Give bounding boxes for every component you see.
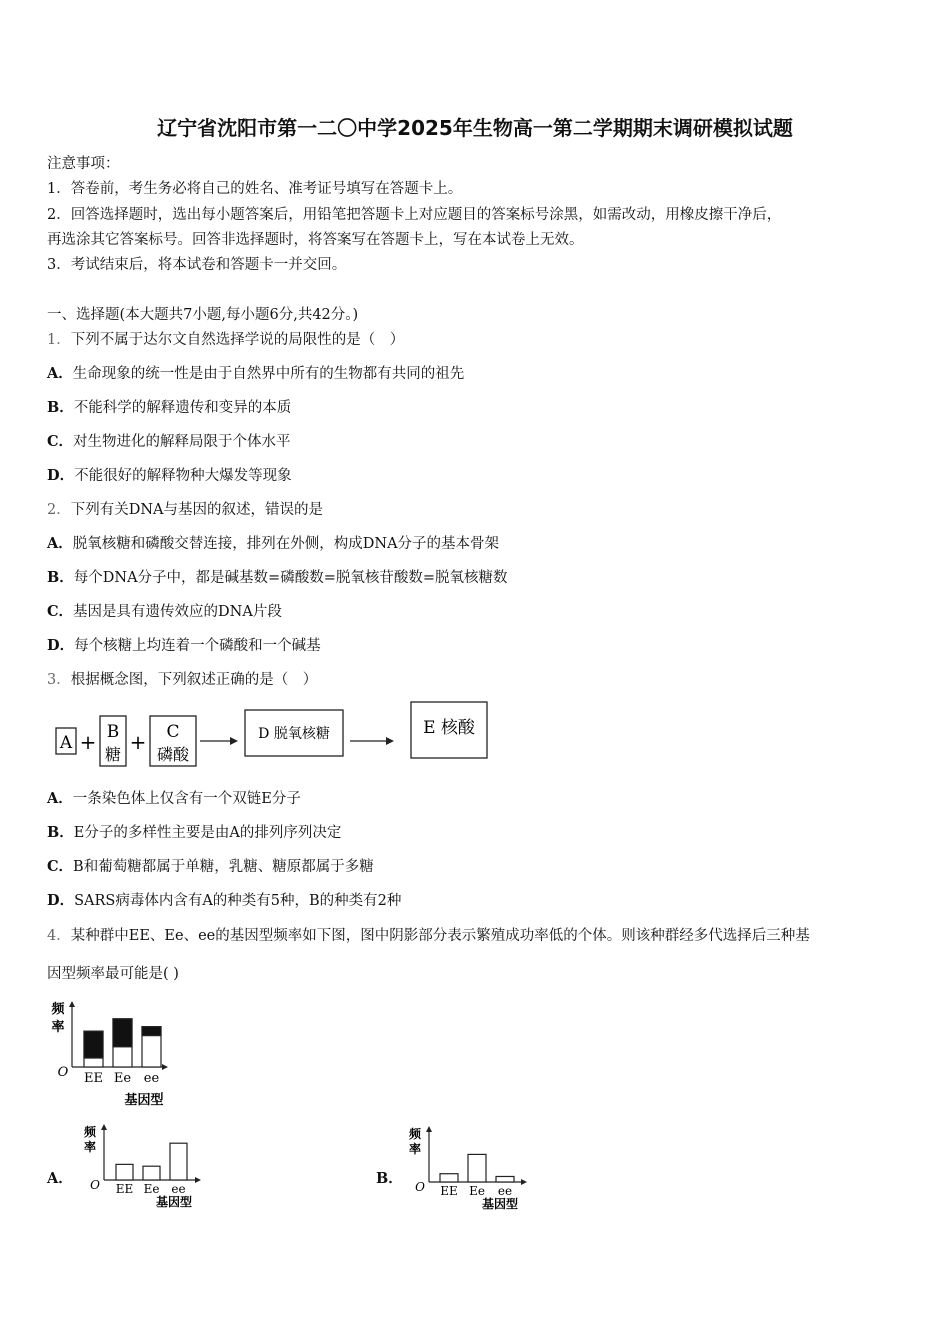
origin-label: O (57, 1065, 69, 1080)
option (47, 396, 291, 417)
question-stem-continued: 因型频率最可能是( ) (47, 966, 179, 982)
notice-item: 再选涂其它答案标号。回答非选择题时，将答案写在答题卡上，写在本试卷上无效。 (47, 232, 584, 248)
y-axis-arrow (101, 1124, 107, 1130)
bar (170, 1143, 187, 1180)
x-axis-arrow (195, 1177, 201, 1183)
option-letter: C． (47, 858, 74, 875)
origin-label: O (90, 1178, 100, 1192)
plus-sign: + (79, 730, 97, 754)
option (47, 634, 321, 655)
x-axis-label: 基因型 (481, 1197, 519, 1211)
option (47, 532, 499, 553)
arrow-head (386, 737, 394, 745)
x-axis-arrow (162, 1064, 168, 1070)
option-text: 每个核糖上均连着一个磷酸和一个碱基 (74, 638, 321, 654)
concept-diagram (50, 698, 500, 770)
tick-label: Ee (113, 1071, 132, 1086)
question-2 (47, 498, 323, 519)
question-4 (47, 924, 810, 945)
option-b-label: B． (376, 1170, 403, 1187)
box-e-label: E 核酸 (423, 718, 475, 738)
arrow-head (230, 737, 238, 745)
option-letter: B． (47, 824, 74, 841)
option-letter: B． (47, 569, 74, 586)
option-text: 一条染色体上仅含有一个双链E分子 (72, 791, 301, 807)
option-text: 不能很好的解释物种大爆发等现象 (74, 468, 292, 484)
option-b-chart (405, 1124, 530, 1214)
option (47, 855, 374, 876)
y-axis-label: 率 (84, 1140, 97, 1154)
question-3 (47, 668, 317, 689)
option-text: 生命现象的统一性是由于自然界中所有的生物都有共同的祖先 (72, 366, 465, 382)
option-letter: A． (47, 790, 73, 807)
notice-item: 1．答卷前，考生务必将自己的姓名、准考证号填写在答题卡上。 (47, 181, 463, 197)
option-letter: A． (47, 535, 73, 552)
question-number: 3． (47, 672, 71, 688)
question-number: 4． (47, 928, 71, 944)
option-text: 脱氧核糖和磷酸交替连接，排列在外侧，构成DNA分子的基本骨架 (72, 536, 500, 552)
tick-label: EE (115, 1182, 134, 1196)
option-a-chart (84, 1124, 209, 1214)
question-stem: 某种群中EE、Ee、ee的基因型频率如下图，图中阴影部分表示繁殖成功率低的个体。则该种群经多代选择后三种基 (70, 928, 810, 944)
tick-label: EE (84, 1071, 103, 1086)
genotype-frequency-chart (44, 995, 184, 1111)
option-text: SARS病毒体内含有A的种类有5种，B的种类有2种 (74, 893, 402, 909)
option-letter: C． (47, 603, 74, 620)
option-a-label: A． (47, 1170, 73, 1187)
option-text: 基因是具有遗传效应的DNA片段 (73, 604, 282, 620)
option (47, 362, 464, 383)
tick-label: ee (143, 1071, 160, 1086)
box-a-label: A (59, 733, 73, 753)
option-text: 每个DNA分子中，都是碱基数=磷酸数=脱氧核苷酸数=脱氧核糖数 (73, 570, 508, 586)
box-c-top: C (166, 722, 180, 742)
option (47, 430, 291, 451)
plus-sign: + (129, 730, 147, 754)
option-letter: D． (47, 467, 75, 484)
tick-label: EE (440, 1184, 458, 1198)
box-b-top: B (106, 722, 120, 742)
question-number: 2． (47, 502, 71, 518)
box-d-label: D 脱氧核糖 (258, 726, 330, 742)
option-text: 对生物进化的解释局限于个体水平 (73, 434, 291, 450)
bar (116, 1164, 133, 1180)
section-heading: 一、选择题(本大题共7小题,每小题6分,共42分。) (47, 307, 359, 323)
tick-label: ee (171, 1182, 186, 1196)
bar-shaded (84, 1031, 103, 1058)
option (47, 464, 292, 485)
tick-label: Ee (469, 1184, 485, 1198)
option (47, 889, 401, 910)
y-axis-label: 频 (84, 1125, 97, 1139)
x-axis-arrow (521, 1179, 527, 1185)
bar-shaded (113, 1019, 132, 1047)
box-c-bottom: 磷酸 (156, 745, 190, 764)
question-stem: 下列有关DNA与基因的叙述，错误的是 (70, 502, 324, 518)
option-letter: D． (47, 892, 75, 909)
bar (496, 1176, 514, 1182)
origin-label: O (415, 1180, 425, 1194)
bar (143, 1166, 160, 1180)
y-axis-arrow (69, 1001, 75, 1007)
question-number: 1． (47, 332, 71, 348)
question-1 (47, 328, 404, 349)
option-letter: D． (47, 637, 75, 654)
y-axis-label: 率 (408, 1142, 422, 1156)
bar-shaded (142, 1027, 161, 1036)
y-axis-label: 率 (51, 1020, 65, 1035)
option (47, 821, 341, 842)
option-letter: B． (47, 399, 74, 416)
tick-label: Ee (143, 1182, 160, 1196)
notice-item: 3．考试结束后，将本试卷和答题卡一并交回。 (47, 257, 347, 273)
question-stem: 下列不属于达尔文自然选择学说的局限性的是（ ） (70, 332, 405, 348)
page-title: 辽宁省沈阳市第一二〇中学2025年生物高一第二学期期末调研模拟试题 (157, 116, 793, 140)
y-axis-arrow (426, 1126, 432, 1132)
notice-item: 2．回答选择题时，选出每小题答案后，用铅笔把答题卡上对应题目的答案标号涂黑，如需改动，用橡皮擦干净后， (47, 207, 782, 223)
option (47, 600, 282, 621)
x-axis-label: 基因型 (155, 1195, 193, 1209)
bar (440, 1174, 458, 1182)
bar (468, 1154, 486, 1182)
option-text: 不能科学的解释遗传和变异的本质 (73, 400, 292, 416)
option (47, 787, 301, 808)
option (47, 566, 508, 587)
tick-label: ee (497, 1184, 513, 1198)
option-text: E分子的多样性主要是由A的排列序列决定 (73, 825, 342, 841)
y-axis-label: 频 (51, 1002, 65, 1017)
x-axis-label: 基因型 (124, 1093, 164, 1108)
option-letter: C． (47, 433, 74, 450)
notice-heading: 注意事项： (47, 156, 120, 172)
y-axis-label: 频 (408, 1127, 422, 1141)
option-text: B和葡萄糖都属于单糖，乳糖、糖原都属于多糖 (73, 859, 374, 875)
question-stem: 根据概念图，下列叙述正确的是（ ） (70, 672, 318, 688)
box-b-bottom: 糖 (104, 745, 122, 764)
option-letter: A． (47, 365, 73, 382)
